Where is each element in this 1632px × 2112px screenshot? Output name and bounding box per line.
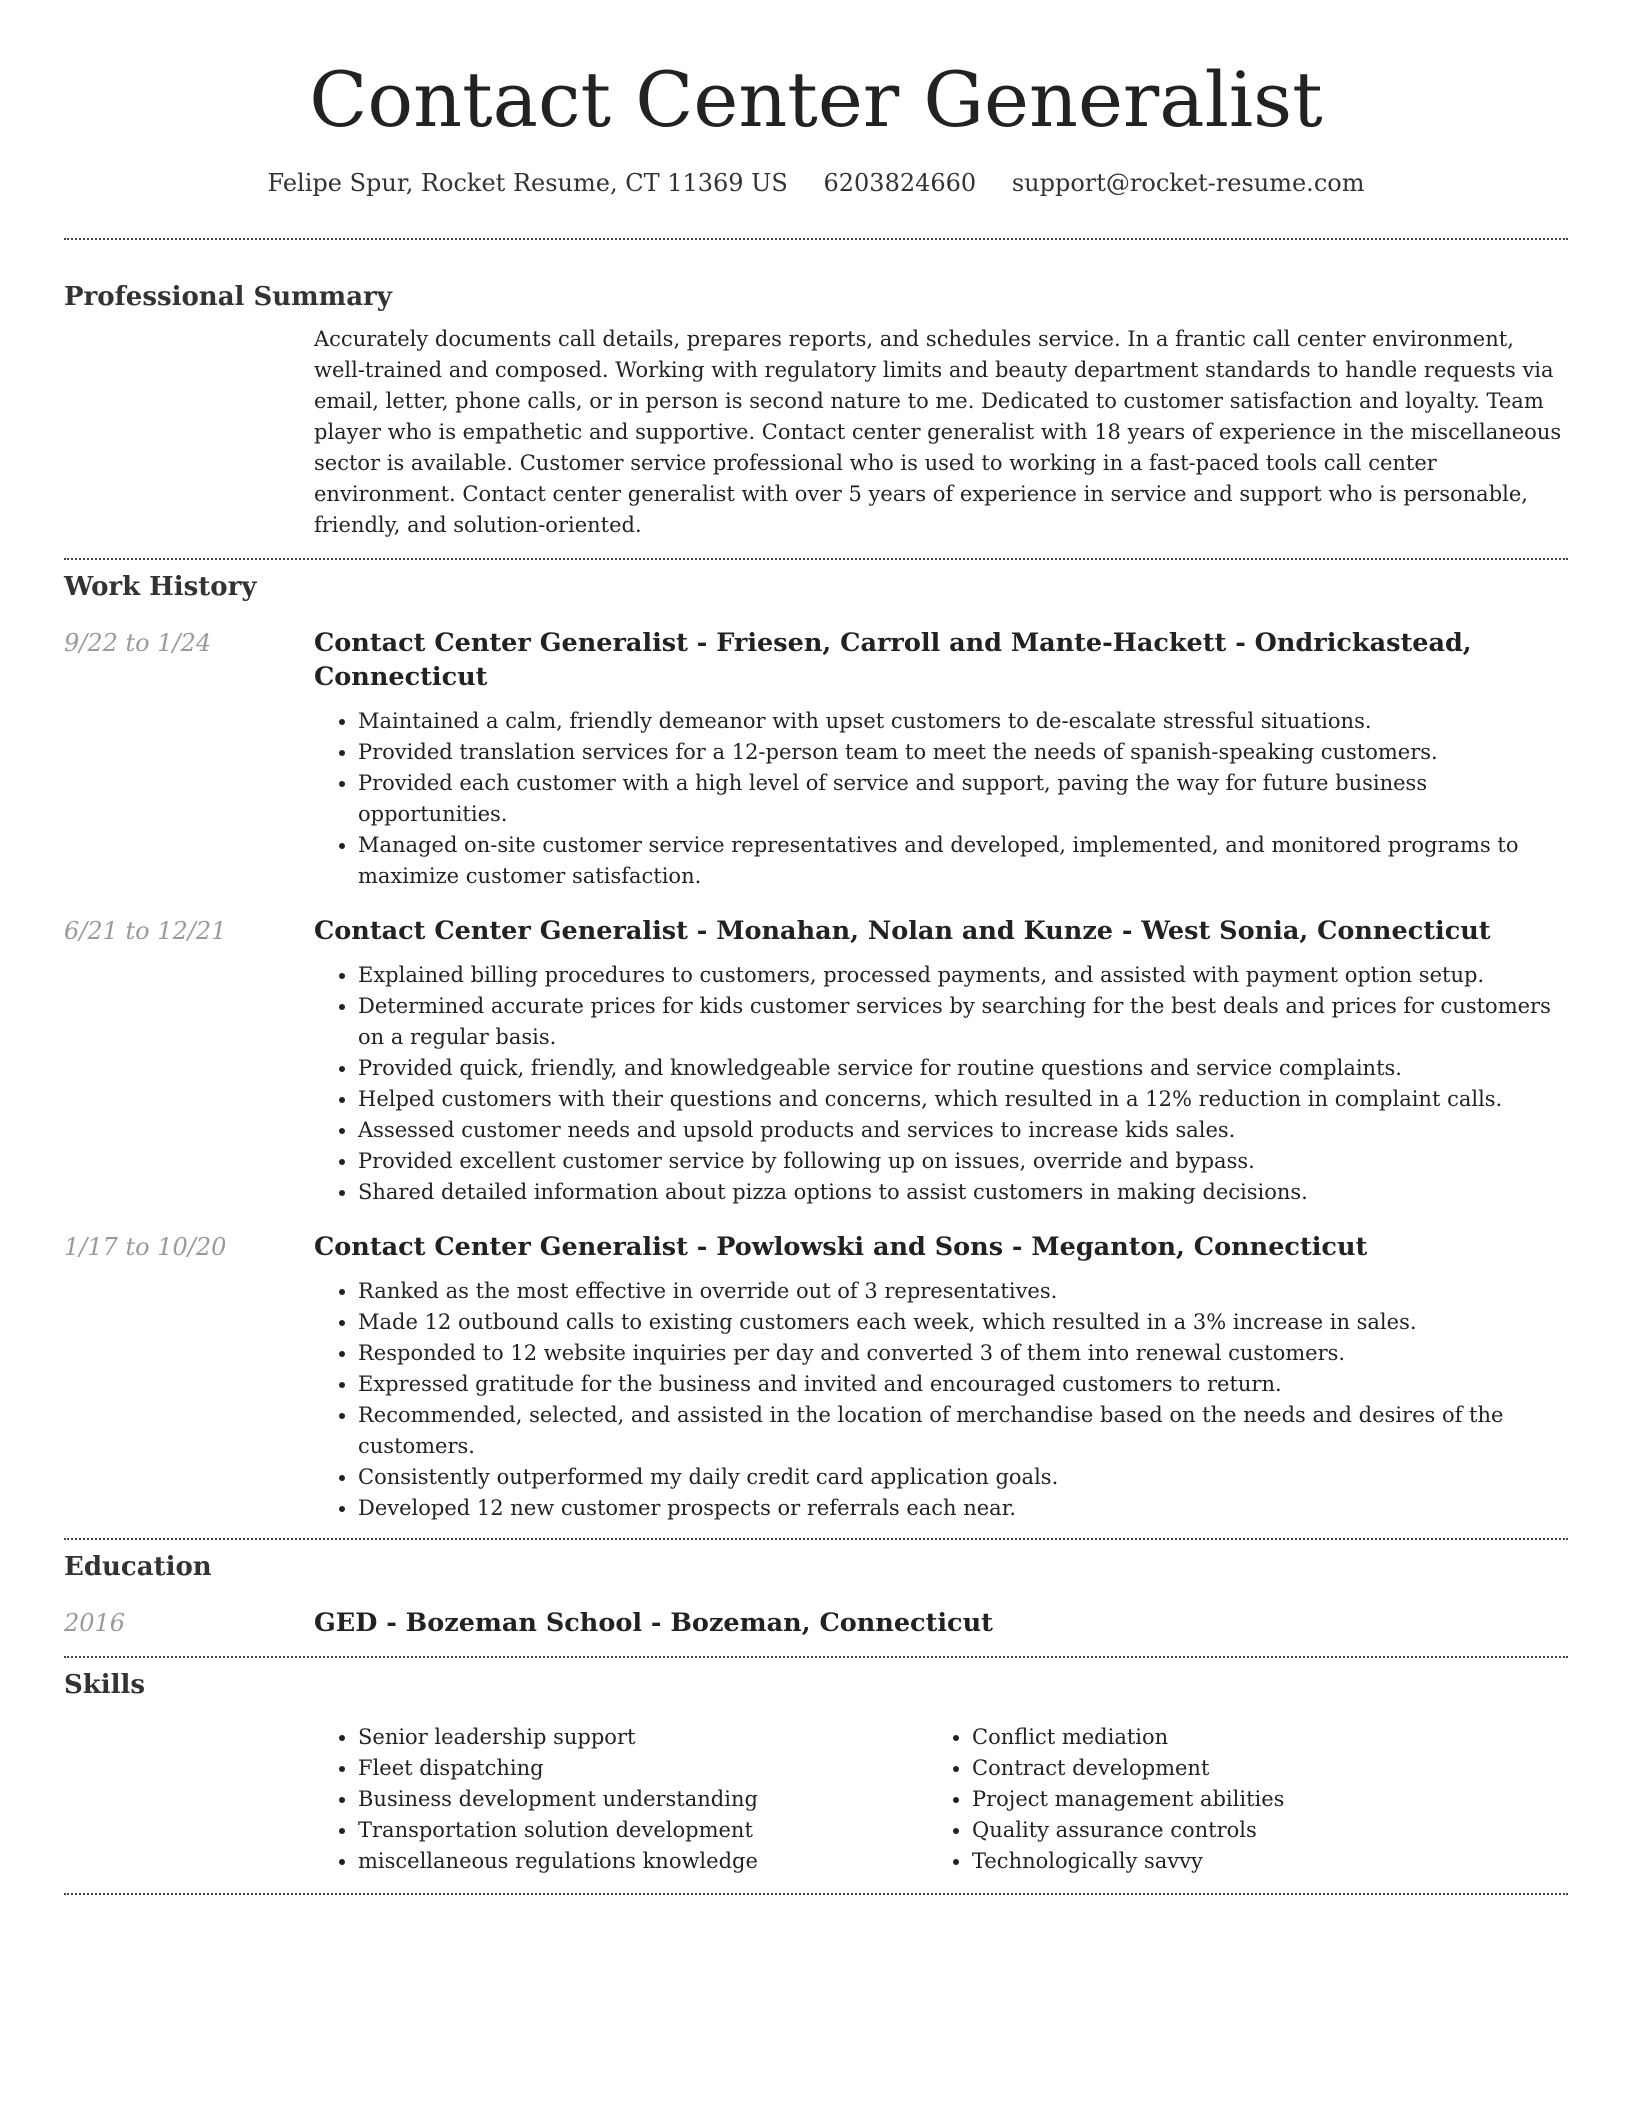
contact-address: Felipe Spur, Rocket Resume, CT 11369 US [267,169,788,197]
job-dates: 1/17 to 10/20 [64,1233,227,1261]
list-item: • Consistently outperformed my daily credit card application goals. [358,1462,1568,1493]
contact-email: support@rocket-resume.com [1011,169,1365,197]
resume-title: Contact Center Generalist [309,55,1323,144]
list-item: • Made 12 outbound calls to existing customers each week, which resulted in a 3% increase in sales. [358,1307,1568,1338]
skills-column-left [314,1722,928,1877]
education-heading: Education [64,1552,212,1582]
skill-item: • Contract development [972,1753,1542,1784]
list-item: • Helped customers with their questions and concerns, which resulted in a 12% reduction in complaint calls. [358,1084,1568,1115]
skill-item: • Fleet dispatching [358,1753,928,1784]
list-item: • Provided quick, friendly, and knowledgeable service for routine questions and service complaints. [358,1053,1568,1084]
divider [64,1538,1568,1540]
job-title: Contact Center Generalist - Friesen, Carroll and Mante-Hackett - Ondrickastead, Connecticut [314,628,1472,692]
job-dates: 9/22 to 1/24 [64,629,212,657]
list-item: • Expressed gratitude for the business and invited and encouraged customers to return. [358,1369,1568,1400]
job-bullets [314,960,1568,1208]
list-item: • Provided translation services for a 12-person team to meet the needs of spanish-speaking customers. [358,737,1568,768]
list-item: • Responded to 12 website inquiries per day and converted 3 of them into renewal customers. [358,1338,1568,1369]
list-item: • Shared detailed information about pizza options to assist customers in making decisions. [358,1177,1568,1208]
skill-item: • Business development understanding [358,1784,928,1815]
job-entry [64,914,1568,1208]
skills-heading: Skills [64,1670,146,1700]
list-item: • Developed 12 new customer prospects or referrals each near. [358,1493,1568,1524]
skills-section [64,1668,1568,1877]
summary-spacer [64,324,314,541]
skill-item: • Transportation solution development [358,1815,928,1846]
list-item: • Assessed customer needs and upsold products and services to increase kids sales. [358,1115,1568,1146]
education-section [64,1550,1568,1640]
divider [64,238,1568,240]
divider [64,1656,1568,1658]
education-entry: GED - Bozeman School - Bozeman, Connecticut [314,1608,993,1638]
skills-spacer [64,1722,314,1877]
contact-phone: 6203824660 [823,169,977,197]
job-bullets [314,706,1568,892]
job-entry [64,1230,1568,1524]
list-item: • Determined accurate prices for kids customer services by searching for the best deals and prices for customers on a regular basis. [358,991,1568,1053]
skill-item: • Quality assurance controls [972,1815,1542,1846]
work-section [64,570,1568,1524]
skill-item: • Senior leadership support [358,1722,928,1753]
work-heading: Work History [64,572,257,602]
divider [64,1893,1568,1895]
skill-item: • Technologically savvy [972,1846,1542,1877]
skills-column-right [928,1722,1542,1877]
job-bullets [314,1276,1568,1524]
contact-line [64,166,1568,200]
job-dates: 6/21 to 12/21 [64,917,227,945]
skills-grid [314,1722,1568,1877]
list-item: • Explained billing procedures to customers, processed payments, and assisted with payment option setup. [358,960,1568,991]
list-item: • Maintained a calm, friendly demeanor with upset customers to de-escalate stressful situations. [358,706,1568,737]
job-entry [64,626,1568,892]
list-item: • Recommended, selected, and assisted in the location of merchandise based on the needs and desires of the customers. [358,1400,1568,1462]
divider [64,558,1568,560]
resume-page [64,0,1568,1895]
job-title: Contact Center Generalist - Monahan, Nolan and Kunze - West Sonia, Connecticut [314,916,1491,946]
summary-section [64,280,1568,541]
skill-item: • Conflict mediation [972,1722,1542,1753]
education-date: 2016 [64,1609,126,1637]
skill-item: • Project management abilities [972,1784,1542,1815]
list-item: • Provided excellent customer service by following up on issues, override and bypass. [358,1146,1568,1177]
list-item: • Ranked as the most effective in override out of 3 representatives. [358,1276,1568,1307]
job-title: Contact Center Generalist - Powlowski and Sons - Meganton, Connecticut [314,1232,1368,1262]
skill-item: • miscellaneous regulations knowledge [358,1846,928,1877]
list-item: • Managed on-site customer service representatives and developed, implemented, and monitored programs to maximize customer satisfaction. [358,830,1568,892]
list-item: • Provided each customer with a high level of service and support, paving the way for future business opportunities. [358,768,1568,830]
summary-text: Accurately documents call details, prepares reports, and schedules service. In a frantic call center environment, well-trained and composed. Working with regulatory limits and beauty department standards to handle requests via email, letter, phone calls, or in person is second nature to me. Dedicated to customer satisfaction and loyalty. Team player who is empathetic and supportive. Contact center generalist with 18 years of experience in the miscellaneous sector is available. Customer service professional who is used to working in a fast-paced tools call center environment. Contact center generalist with over 5 years of experience in service and support who is personable, friendly, and solution-oriented. [314,327,1562,537]
summary-heading: Professional Summary [64,282,392,312]
